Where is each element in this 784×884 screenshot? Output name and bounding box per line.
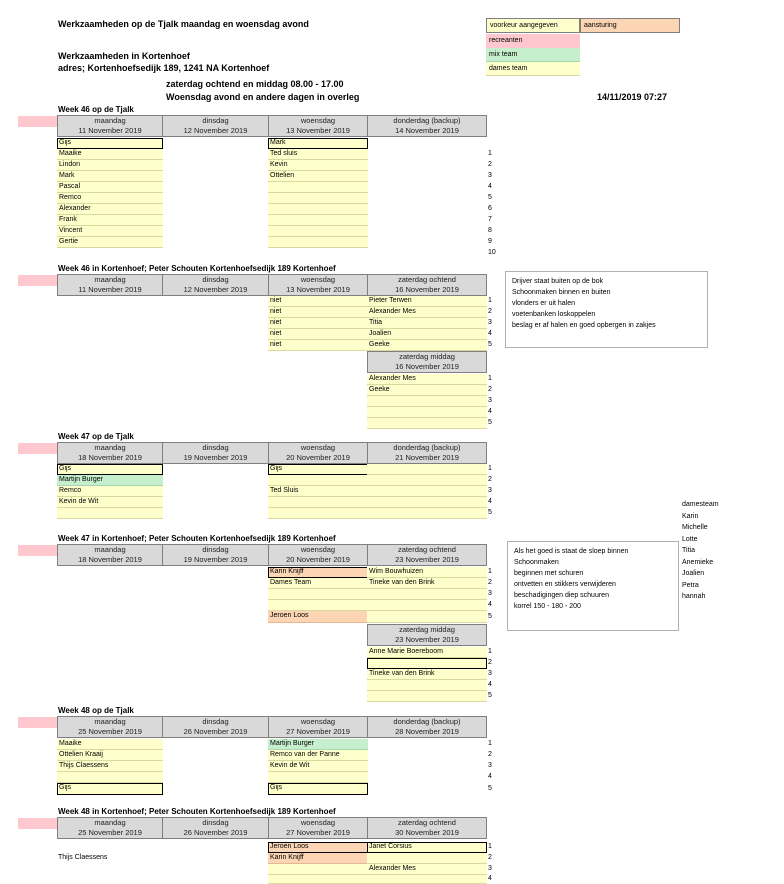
slot-cell[interactable]: Gijs bbox=[268, 783, 368, 795]
slot-cell[interactable]: Gijs bbox=[57, 138, 163, 149]
slot-cell[interactable]: Tineke van den Brink bbox=[367, 669, 487, 680]
section-title: Week 46 op de Tjalk bbox=[58, 105, 134, 114]
recreant-marker bbox=[18, 116, 57, 127]
dames-team-list: damesteam Karin Michelle Lotte Titia Anemieke Joalien Petra hannah bbox=[682, 501, 719, 600]
slot-cell[interactable] bbox=[268, 875, 368, 884]
row-number: 1 bbox=[488, 648, 492, 655]
row-number: 4 bbox=[488, 681, 492, 688]
row-number: 4 bbox=[488, 330, 492, 337]
row-number: 5 bbox=[488, 613, 492, 620]
col-header-dinsdag: dinsdag 12 November 2019 bbox=[162, 115, 269, 137]
slot-cell[interactable]: Maaike bbox=[57, 149, 163, 160]
slot-cell[interactable]: Kevin de Wit bbox=[268, 761, 368, 772]
col-header-dinsdag: dinsdag 19 November 2019 bbox=[162, 442, 269, 464]
row-number: 2 bbox=[488, 386, 492, 393]
row-number: 5 bbox=[488, 341, 492, 348]
slot-cell[interactable]: Remco van der Panne bbox=[268, 750, 368, 761]
row-number: 2 bbox=[488, 308, 492, 315]
slot-cell[interactable]: Gijs bbox=[57, 464, 163, 475]
slot-cell[interactable] bbox=[367, 475, 487, 486]
slot-cell[interactable]: Janet Corsius bbox=[367, 842, 487, 853]
row-number: 2 bbox=[488, 476, 492, 483]
slot-cell[interactable]: niet bbox=[268, 318, 368, 329]
slot-cell[interactable] bbox=[268, 772, 368, 783]
row-number: 4 bbox=[488, 498, 492, 505]
slot-cell[interactable]: Geeke bbox=[367, 385, 487, 396]
slot-cell[interactable] bbox=[57, 772, 163, 783]
legend-recreants: recreanten bbox=[486, 34, 580, 48]
row-number: 3 bbox=[488, 487, 492, 494]
row-number: 1 bbox=[488, 375, 492, 382]
task-note: Als het goed is staat de sloep binnen Schoonmaken beginnen met schuren ontvetten en stikkers verwijderen beschadigingen diep schuuren korrel 150 - 180 - 200 bbox=[507, 541, 679, 631]
slot-cell[interactable]: Martijn Burger bbox=[268, 739, 368, 750]
row-number: 4 bbox=[488, 875, 492, 882]
slot-cell[interactable]: Ted Sluis bbox=[268, 486, 368, 497]
slot-cell[interactable] bbox=[367, 396, 487, 407]
slot-cell[interactable]: Martijn Burger bbox=[57, 475, 163, 486]
col-header-zaterdag-ochtend: zaterdag ochtend 30 November 2019 bbox=[367, 817, 487, 839]
slot-cell[interactable]: Mark bbox=[57, 171, 163, 182]
col-header-zaterdag-ochtend: zaterdag ochtend 23 November 2019 bbox=[367, 544, 487, 566]
row-number: 1 bbox=[488, 297, 492, 304]
slot-cell[interactable] bbox=[268, 589, 368, 600]
hours-other: Woensdag avond en andere dagen in overleg bbox=[166, 92, 360, 102]
slot-cell[interactable]: Alexander Mes bbox=[367, 374, 487, 385]
recreant-marker bbox=[18, 818, 57, 829]
slot-cell[interactable] bbox=[268, 215, 368, 226]
legend-dames-team: dames team bbox=[486, 62, 580, 76]
slot-cell[interactable] bbox=[268, 237, 368, 248]
slot-cell[interactable] bbox=[57, 508, 163, 519]
legend-mix-team: mix team bbox=[486, 48, 580, 62]
col-header-maandag: maandag 25 November 2019 bbox=[57, 817, 163, 839]
hours: zaterdag ochtend en middag 08.00 - 17.00 bbox=[166, 79, 344, 89]
task-note: Drijver staat buiten op de bok Schoonmaken binnen en buiten vlonders er uit halen voetenbanken loskoppelen beslag er af halen en goed opbergen in zakjes bbox=[505, 271, 708, 348]
col-header-maandag: maandag 18 November 2019 bbox=[57, 442, 163, 464]
row-number: 3 bbox=[488, 670, 492, 677]
slot-cell[interactable]: Tineke van den Brink bbox=[367, 578, 487, 589]
slot-cell[interactable]: Alexander bbox=[57, 204, 163, 215]
slot-cell[interactable]: Gijs bbox=[268, 464, 368, 475]
recreant-marker bbox=[18, 275, 57, 286]
col-header-dinsdag: dinsdag 26 November 2019 bbox=[162, 716, 269, 738]
slot-cell[interactable] bbox=[367, 407, 487, 418]
slot-cell[interactable]: Jeroen Loos bbox=[268, 842, 368, 853]
section-title: Week 48 in Kortenhoef; Peter Schouten Kortenhoefsedijk 189 Kortenhoef bbox=[58, 807, 336, 816]
slot-cell[interactable] bbox=[268, 864, 368, 875]
row-number: 7 bbox=[488, 216, 492, 223]
row-number: 3 bbox=[488, 397, 492, 404]
slot-cell[interactable] bbox=[268, 600, 368, 611]
col-header-woensdag: woensdag 27 November 2019 bbox=[268, 817, 368, 839]
row-number: 4 bbox=[488, 183, 492, 190]
col-header-zaterdag-ochtend: zaterdag ochtend 16 November 2019 bbox=[367, 274, 487, 296]
col-header-maandag: maandag 11 November 2019 bbox=[57, 115, 163, 137]
slot-cell[interactable]: Pascal bbox=[57, 182, 163, 193]
row-number: 3 bbox=[488, 319, 492, 326]
slot-cell[interactable] bbox=[367, 418, 487, 429]
slot-cell[interactable] bbox=[268, 204, 368, 215]
slot-cell[interactable] bbox=[367, 497, 487, 508]
row-number: 8 bbox=[488, 227, 492, 234]
slot-cell[interactable]: Thijs Claessens bbox=[57, 761, 163, 772]
row-number: 3 bbox=[488, 590, 492, 597]
row-number: 4 bbox=[488, 601, 492, 608]
row-number: 9 bbox=[488, 238, 492, 245]
slot-cell[interactable]: Titia bbox=[367, 318, 487, 329]
col-header-maandag: maandag 11 November 2019 bbox=[57, 274, 163, 296]
recreant-marker bbox=[18, 717, 57, 728]
row-number: 4 bbox=[488, 408, 492, 415]
slot-cell[interactable]: Maaike bbox=[57, 739, 163, 750]
col-header-dinsdag: dinsdag 19 November 2019 bbox=[162, 544, 269, 566]
slot-cell[interactable]: Ted sluis bbox=[268, 149, 368, 160]
address: adres; Kortenhoefsedijk 189, 1241 NA Kortenhoef bbox=[58, 63, 270, 73]
slot-cell[interactable] bbox=[367, 600, 487, 611]
slot-cell[interactable]: Kevin de Wit bbox=[57, 497, 163, 508]
col-header-maandag: maandag 18 November 2019 bbox=[57, 544, 163, 566]
col-header-woensdag: woensdag 20 November 2019 bbox=[268, 442, 368, 464]
slot-cell[interactable] bbox=[268, 497, 368, 508]
legend-steering: aansturing bbox=[580, 18, 680, 33]
row-number: 5 bbox=[488, 194, 492, 201]
col-header-woensdag: woensdag 13 November 2019 bbox=[268, 274, 368, 296]
row-number: 2 bbox=[488, 751, 492, 758]
row-number: 5 bbox=[488, 785, 492, 792]
slot-cell[interactable] bbox=[367, 589, 487, 600]
slot-cell[interactable]: Karin Knijff bbox=[268, 567, 368, 578]
slot-cell[interactable] bbox=[367, 486, 487, 497]
slot-cell[interactable]: Anne Marie Boereboom bbox=[367, 647, 487, 658]
section-title: Week 46 in Kortenhoef; Peter Schouten Kortenhoefsedijk 189 Kortenhoef bbox=[58, 264, 336, 273]
slot-cell[interactable] bbox=[268, 193, 368, 204]
col-header-dinsdag: dinsdag 12 November 2019 bbox=[162, 274, 269, 296]
row-number: 2 bbox=[488, 579, 492, 586]
slot-cell[interactable]: Joalien bbox=[367, 329, 487, 340]
slot-cell[interactable]: Remco bbox=[57, 486, 163, 497]
page-title: Werkzaamheden op de Tjalk maandag en woensdag avond bbox=[58, 19, 309, 29]
slot-cell[interactable]: Ottelien Kraaij bbox=[57, 750, 163, 761]
slot-cell[interactable]: Dames Team bbox=[268, 578, 368, 589]
slot-cell[interactable]: Kevin bbox=[268, 160, 368, 171]
col-header-donderdag: donderdag (backup) 14 November 2019 bbox=[367, 115, 487, 137]
slot-cell[interactable]: Gijs bbox=[57, 783, 163, 795]
slot-cell[interactable] bbox=[367, 691, 487, 702]
slot-cell[interactable]: Geeke bbox=[367, 340, 487, 351]
slot-cell[interactable]: Alexander Mes bbox=[367, 864, 487, 875]
slot-cell[interactable] bbox=[367, 464, 487, 475]
recreant-marker bbox=[18, 443, 57, 454]
loose-name: Thijs Claessens bbox=[58, 854, 108, 861]
slot-cell[interactable]: Wim Bouwhuizen bbox=[367, 567, 487, 578]
slot-cell[interactable]: Jeroen Loos bbox=[268, 611, 368, 623]
col-header-donderdag: donderdag (backup) 28 November 2019 bbox=[367, 716, 487, 738]
col-header-woensdag: woensdag 13 November 2019 bbox=[268, 115, 368, 137]
slot-cell[interactable]: niet bbox=[268, 307, 368, 318]
row-number: 5 bbox=[488, 692, 492, 699]
slot-cell[interactable] bbox=[268, 226, 368, 237]
slot-cell[interactable]: Alexander Mes bbox=[367, 307, 487, 318]
timestamp: 14/11/2019 07:27 bbox=[597, 92, 668, 102]
row-number: 1 bbox=[488, 843, 492, 850]
row-number: 6 bbox=[488, 205, 492, 212]
slot-cell[interactable]: Karin Knijff bbox=[268, 853, 368, 864]
slot-cell[interactable]: niet bbox=[268, 340, 368, 351]
row-number: 1 bbox=[488, 465, 492, 472]
col-header-zaterdag-middag: zaterdag middag 23 November 2019 bbox=[367, 624, 487, 646]
slot-cell[interactable] bbox=[367, 680, 487, 691]
col-header-donderdag: donderdag (backup) 21 November 2019 bbox=[367, 442, 487, 464]
slot-cell[interactable]: Remco bbox=[57, 193, 163, 204]
slot-cell[interactable]: niet bbox=[268, 296, 368, 307]
slot-cell[interactable]: Vincent bbox=[57, 226, 163, 237]
col-header-zaterdag-middag: zaterdag middag 16 November 2019 bbox=[367, 351, 487, 373]
slot-cell[interactable] bbox=[367, 611, 487, 623]
page-subtitle: Werkzaamheden in Kortenhoef bbox=[58, 51, 190, 61]
slot-cell[interactable] bbox=[367, 853, 487, 864]
slot-cell[interactable]: Mark bbox=[268, 138, 368, 149]
row-number: 1 bbox=[488, 740, 492, 747]
col-header-woensdag: woensdag 27 November 2019 bbox=[268, 716, 368, 738]
row-number: 5 bbox=[488, 419, 492, 426]
row-number: 4 bbox=[488, 773, 492, 780]
slot-cell[interactable] bbox=[367, 875, 487, 884]
slot-cell[interactable]: Lindon bbox=[57, 160, 163, 171]
row-number: 1 bbox=[488, 568, 492, 575]
slot-cell[interactable] bbox=[367, 658, 487, 669]
section-title: Week 47 op de Tjalk bbox=[58, 432, 134, 441]
slot-cell[interactable]: Ottelien bbox=[268, 171, 368, 182]
slot-cell[interactable] bbox=[268, 475, 368, 486]
col-header-maandag: maandag 25 November 2019 bbox=[57, 716, 163, 738]
slot-cell[interactable] bbox=[268, 508, 368, 519]
slot-cell[interactable] bbox=[367, 508, 487, 519]
row-number: 2 bbox=[488, 161, 492, 168]
row-number: 2 bbox=[488, 854, 492, 861]
slot-cell[interactable]: niet bbox=[268, 329, 368, 340]
row-number: 1 bbox=[488, 150, 492, 157]
slot-cell[interactable] bbox=[268, 182, 368, 193]
slot-cell[interactable]: Pieter Terwen bbox=[367, 296, 487, 307]
slot-cell[interactable]: Gertie bbox=[57, 237, 163, 248]
row-number: 3 bbox=[488, 762, 492, 769]
section-title: Week 47 in Kortenhoef; Peter Schouten Kortenhoefsedijk 189 Kortenhoef bbox=[58, 534, 336, 543]
row-number: 3 bbox=[488, 172, 492, 179]
section-title: Week 48 op de Tjalk bbox=[58, 706, 134, 715]
row-number: 3 bbox=[488, 865, 492, 872]
row-number: 5 bbox=[488, 509, 492, 516]
legend-preference: voorkeur aangegeven bbox=[486, 18, 580, 33]
row-number: 10 bbox=[488, 249, 496, 256]
slot-cell[interactable]: Frank bbox=[57, 215, 163, 226]
col-header-woensdag: woensdag 20 November 2019 bbox=[268, 544, 368, 566]
row-number: 2 bbox=[488, 659, 492, 666]
col-header-dinsdag: dinsdag 26 November 2019 bbox=[162, 817, 269, 839]
recreant-marker bbox=[18, 545, 57, 556]
